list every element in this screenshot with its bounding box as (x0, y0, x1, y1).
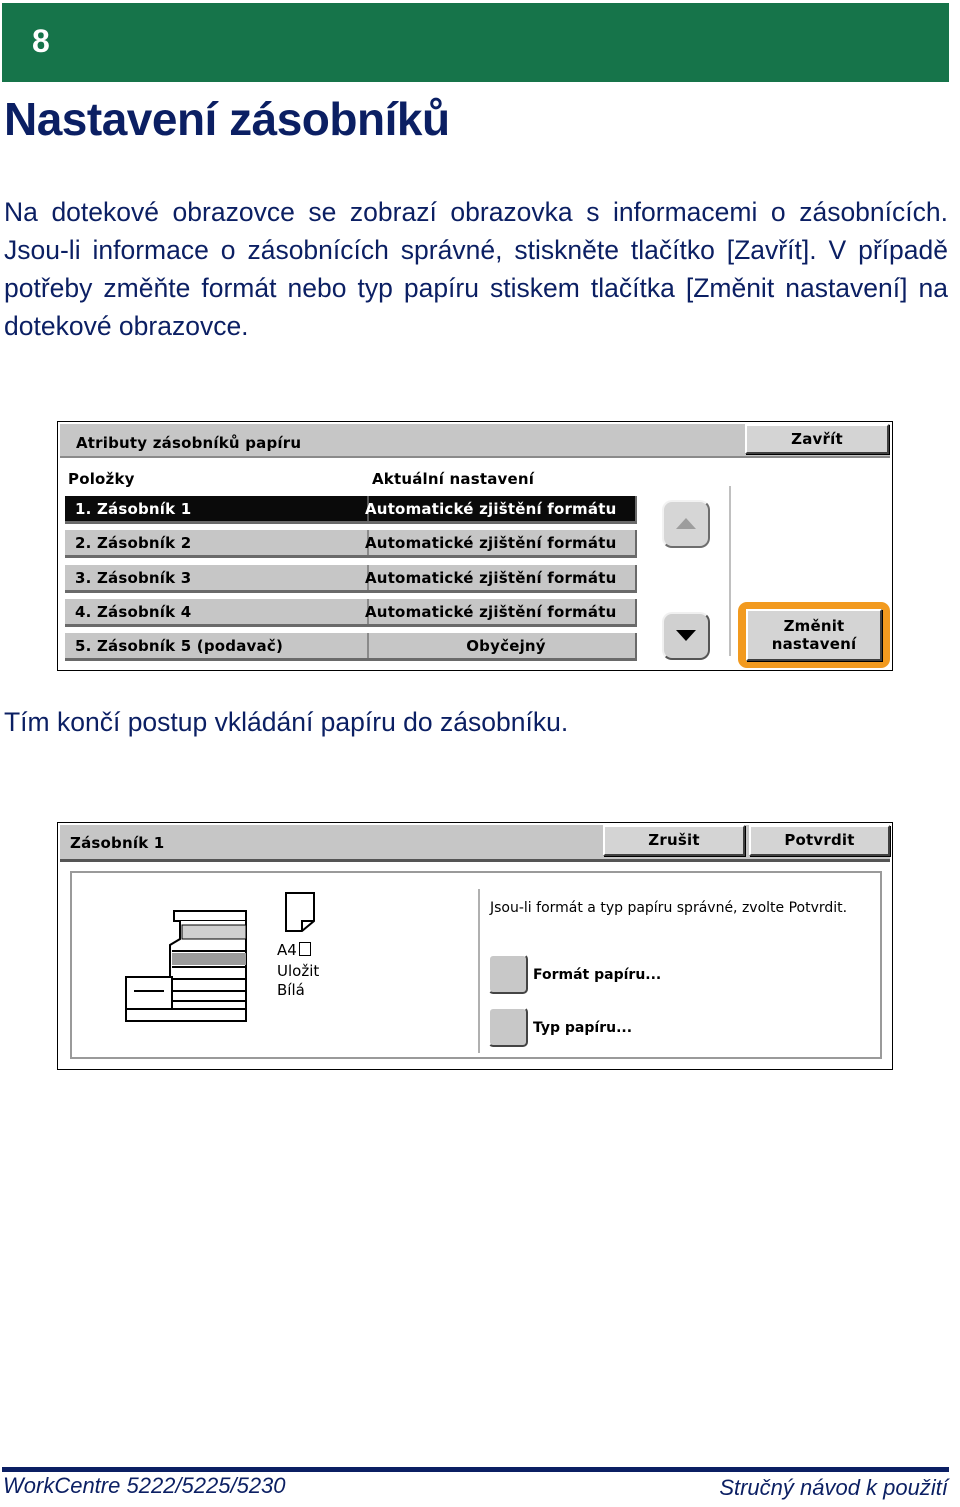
page-title: Nastavení zásobníků (4, 93, 450, 145)
tray-row-3[interactable] (65, 565, 637, 593)
tray-row-setting: Automatické zjištění formátu (365, 569, 617, 587)
confirm-button-label: Potvrdit (784, 831, 855, 849)
tray-row-5[interactable] (65, 633, 637, 661)
paper-sheet-icon (284, 891, 316, 933)
down-arrow-icon (664, 614, 708, 658)
change-settings-highlight (738, 602, 890, 668)
change-settings-button[interactable] (746, 609, 882, 661)
tray-row-item: 1. Zásobník 1 (75, 500, 192, 518)
paper-size (277, 941, 311, 959)
paper-type-button[interactable] (488, 1007, 528, 1047)
up-arrow-icon (664, 502, 708, 546)
cancel-button[interactable] (603, 825, 745, 856)
printer-icon (122, 907, 252, 1025)
closing-paragraph: Tím končí postup vkládání papíru do zásobníku. (4, 707, 569, 737)
tray-attributes-screen (57, 421, 893, 671)
tray-confirm-screen (57, 822, 893, 1070)
tray-row-4[interactable] (65, 599, 637, 627)
tray-row-item: 5. Zásobník 5 (podavač) (75, 637, 284, 655)
page-number: 8 (32, 23, 50, 59)
scroll-up-button[interactable] (662, 500, 710, 548)
footer-rule (2, 1467, 949, 1472)
tray-row-setting: Obyčejný (466, 637, 546, 655)
tray-row-setting: Automatické zjištění formátu (365, 603, 617, 621)
tray-row-setting: Automatické zjištění formátu (365, 500, 617, 518)
orientation-icon (299, 942, 311, 956)
close-button-label: Zavřít (791, 430, 843, 448)
column-header-items: Položky (68, 470, 135, 488)
screen-title: Atributy zásobníků papíru (76, 434, 302, 452)
tray-row-setting: Automatické zjištění formátu (365, 534, 617, 552)
instruction-text: Jsou-li formát a typ papíru správné, zvolte Potvrdit. (490, 900, 848, 916)
screen-title: Zásobník 1 (70, 834, 165, 852)
tray-row-item: 4. Zásobník 4 (75, 603, 192, 621)
separator-line (478, 889, 480, 1053)
scroll-down-button[interactable] (662, 612, 710, 660)
header-bar (2, 3, 949, 82)
paper-status: Uložit (277, 962, 320, 980)
footer-product: WorkCentre 5222/5225/5230 (3, 1473, 286, 1498)
separator-line (729, 486, 731, 656)
cancel-button-label: Zrušit (648, 831, 700, 849)
tray-row-item: 3. Zásobník 3 (75, 569, 192, 587)
paper-format-button[interactable] (488, 954, 528, 994)
tray-row-item: 2. Zásobník 2 (75, 534, 192, 552)
close-button[interactable] (745, 424, 889, 454)
row-divider (367, 633, 369, 658)
intro-paragraph: Na dotekové obrazovce se zobrazí obrazovka s informacemi o zásobnících. Jsou-li informace o zásobnících správné, stiskněte tlačítko [Zavřít]. V případě potřeby změňte formát nebo typ papíru stiskem tlačítka [Změnit nastavení] na dotekové obrazovce. (4, 197, 948, 341)
confirm-button[interactable] (749, 825, 890, 856)
paper-color: Bílá (277, 981, 305, 999)
column-header-current: Aktuální nastavení (372, 470, 535, 488)
change-settings-label-1: Změnit (783, 617, 845, 635)
paper-format-label[interactable]: Formát papíru... (533, 967, 662, 983)
footer-guide-title: Stručný návod k použití (719, 1475, 948, 1500)
tray-row-2[interactable] (65, 530, 637, 558)
paper-size-value: A4 (277, 941, 297, 959)
paper-type-label[interactable]: Typ papíru... (533, 1020, 633, 1036)
change-settings-label-2: nastavení (771, 635, 857, 653)
tray-row-1[interactable] (65, 496, 637, 524)
